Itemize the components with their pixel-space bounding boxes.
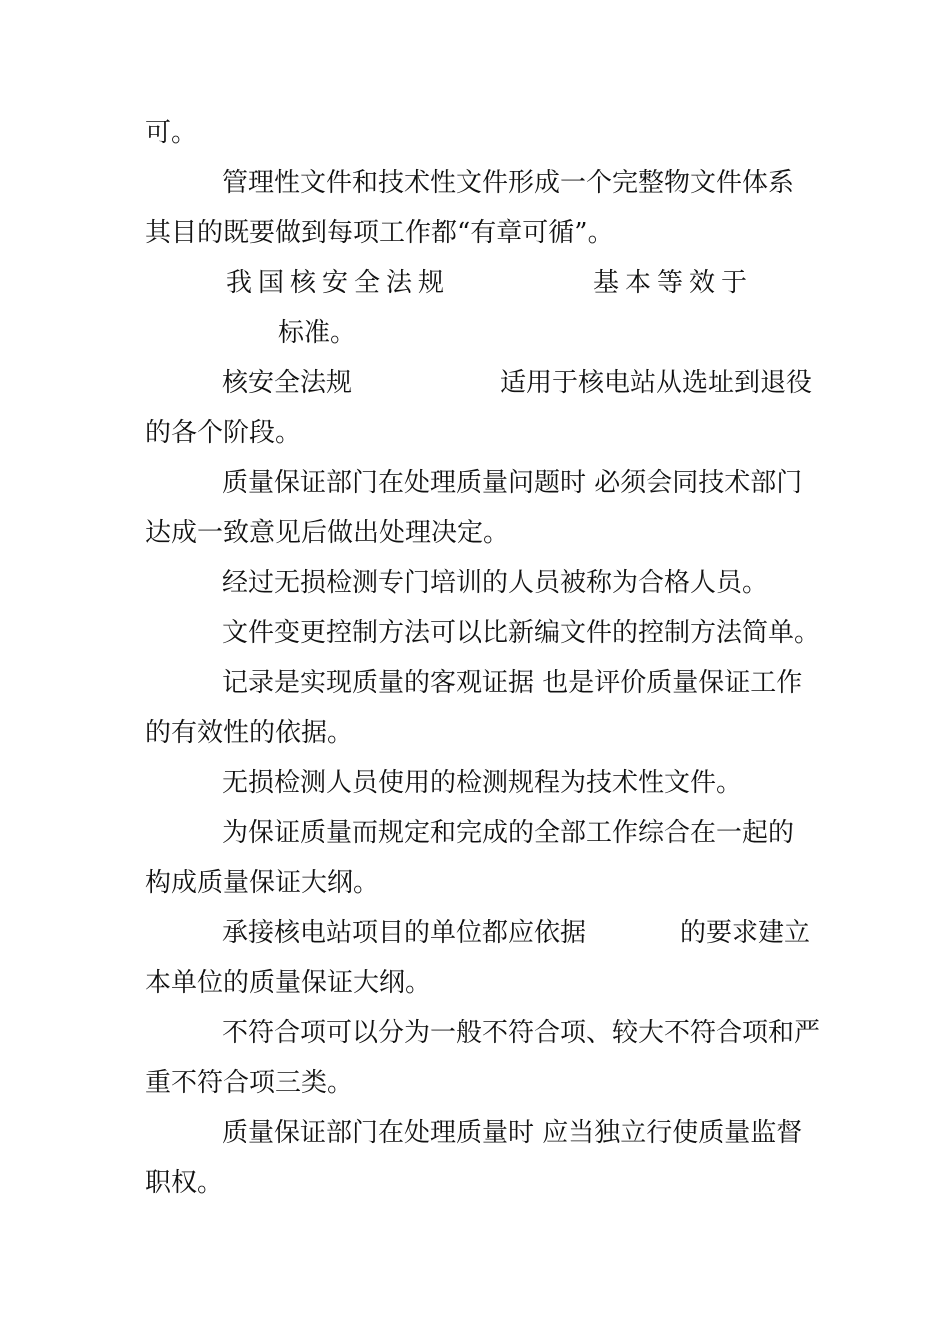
paragraph-line: 职权。 <box>145 1168 224 1198</box>
paragraph-line: 不符合项可以分为一般不符合项、较大不符合项和严 <box>222 1018 821 1048</box>
paragraph-line: 管理性文件和技术性文件形成一个完整物文件体系 <box>222 168 795 198</box>
paragraph-line: 标准。 <box>278 318 357 348</box>
paragraph-segment: 核安全法规 <box>222 368 353 398</box>
paragraph-segment: 承接核电站项目的单位都应依据 <box>222 918 587 948</box>
paragraph-line: 可。 <box>145 118 198 148</box>
paragraph-line: 记录是实现质量的客观证据 也是评价质量保证工作 <box>222 668 803 698</box>
paragraph-line: 达成一致意见后做出处理决定。 <box>145 518 510 548</box>
paragraph-segment: 的要求建立 <box>680 918 811 948</box>
paragraph-line: 质量保证部门在处理质量时 应当独立行使质量监督 <box>222 1118 803 1148</box>
paragraph-line: 经过无损检测专门培训的人员被称为合格人员。 <box>222 568 769 598</box>
paragraph-line: 为保证质量而规定和完成的全部工作综合在一起的 <box>222 818 795 848</box>
paragraph-line: 文件变更控制方法可以比新编文件的控制方法简单。 <box>222 618 821 648</box>
paragraph-segment: 基本等效于 <box>593 268 754 298</box>
paragraph-line: 质量保证部门在处理质量问题时 必须会同技术部门 <box>222 468 803 498</box>
paragraph-segment: 适用于核电站从选址到退役 <box>500 368 813 398</box>
paragraph-line: 构成质量保证大纲。 <box>145 868 380 898</box>
paragraph-line: 无损检测人员使用的检测规程为技术性文件。 <box>222 768 743 798</box>
paragraph-line: 的各个阶段。 <box>145 418 302 448</box>
paragraph-segment: 我国核安全法规 <box>226 268 451 298</box>
paragraph-line: 重不符合项三类。 <box>145 1068 354 1098</box>
paragraph-line: 本单位的质量保证大纲。 <box>145 968 432 998</box>
paragraph-line: 其目的既要做到每项工作都“有章可循”。 <box>145 218 614 248</box>
paragraph-line: 的有效性的依据。 <box>145 718 354 748</box>
